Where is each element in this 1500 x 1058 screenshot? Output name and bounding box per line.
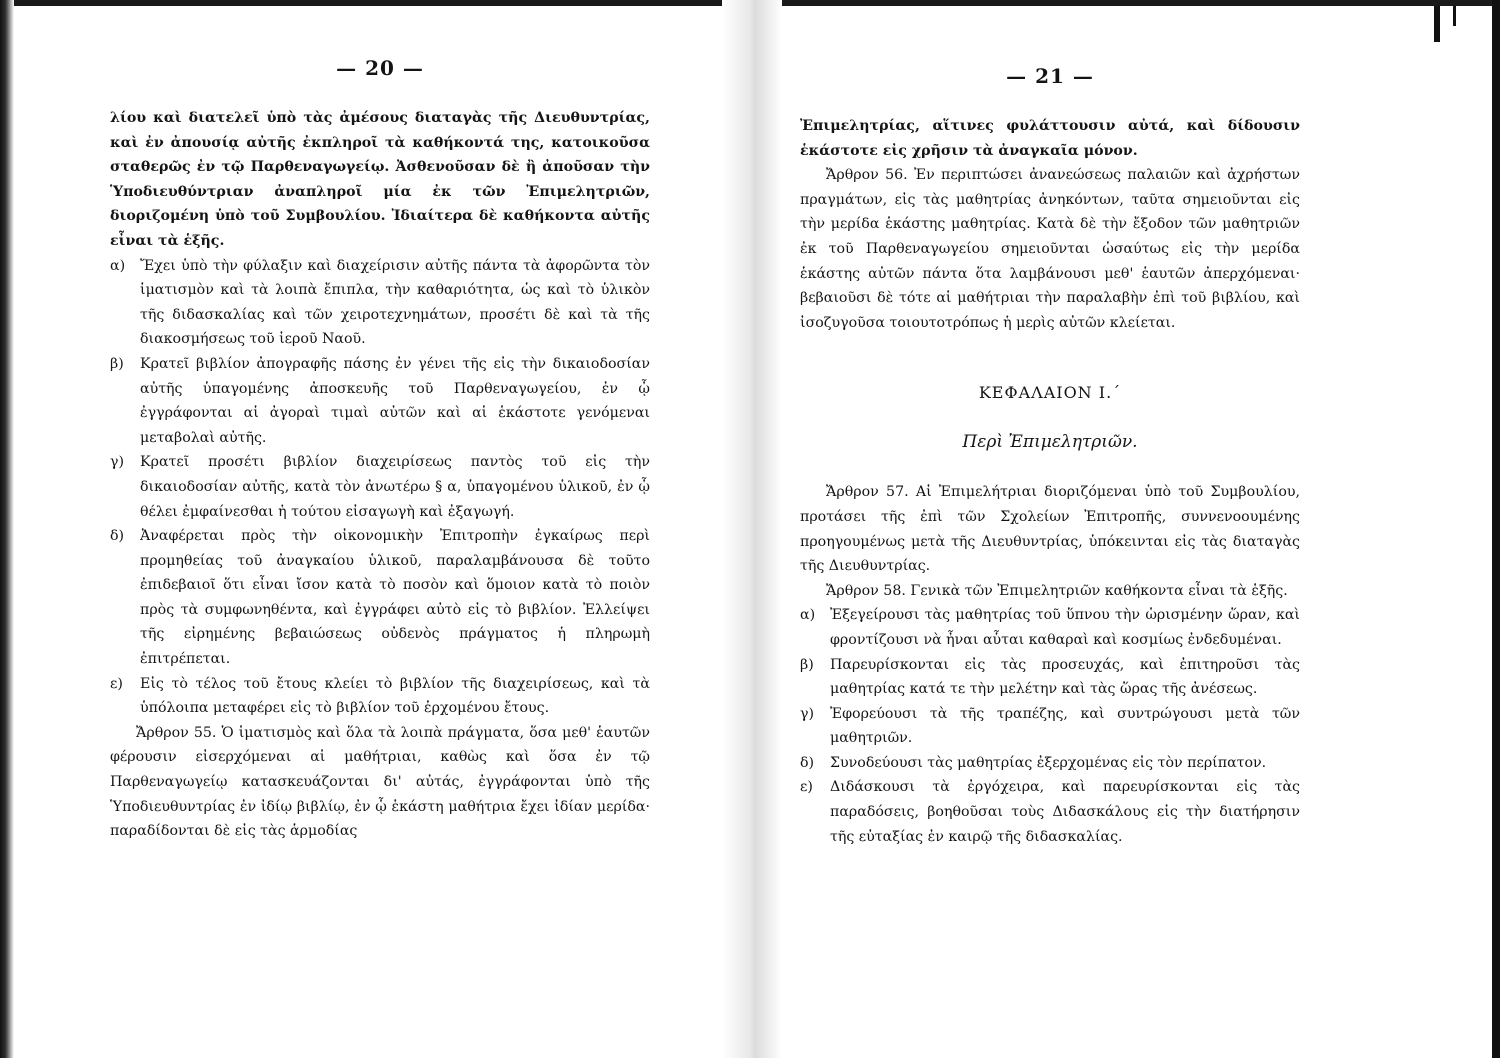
item-text: Κρατεῖ προσέτι βιβλίον διαχειρίσεως παντὸς τοῦ εἰς τὴν δικαιοδοσίαν αὐτῆς, κατὰ τὸν ἀνωτέρω § α, ὑπαγομένου ὑλικοῦ, ἐν ᾧ θέλει ἐμφαίνεσθαι ἡ τούτου εἰσαγωγὴ καὶ ἐξαγωγή. xyxy=(140,454,650,520)
item-label: β) xyxy=(110,355,124,372)
article-57: Ἄρθρον 57. Αἱ Ἐπιμελήτριαι διοριζόμεναι ὑπὸ τοῦ Συμβουλίου, προτάσει τῆς ἐπὶ τῶν Σχολείων Ἐπιτροπῆς, συννενοουμένης προηγουμένως μετὰ τῆς Διευθυντρίας, ὑπόκεινται εἰς τὰς διαταγὰς τῆς Διευθυντρίας. xyxy=(800,484,1300,575)
item-label: ε) xyxy=(800,779,813,796)
list-item xyxy=(110,672,650,721)
left-page-text xyxy=(110,106,650,844)
right-page xyxy=(800,0,1300,849)
item-label: δ) xyxy=(110,528,125,545)
item-label: ε) xyxy=(110,675,123,692)
item-label: γ) xyxy=(110,454,125,471)
right-page-text xyxy=(800,114,1300,335)
item-text: Διδάσκουσι τὰ ἐργόχειρα, καὶ παρευρίσκονται εἰς τὰς παραδόσεις, βοηθοῦσαι τοὺς Διδασκάλους εἰς τὴν διατήρησιν τῆς εὐταξίας ἐν καιρῷ τῆς διδασκαλίας. xyxy=(830,779,1300,845)
item-text: Ἐφορεύουσι τὰ τῆς τραπέζης, καὶ συντρώγουσι μετὰ τῶν μαθητριῶν. xyxy=(830,705,1300,747)
item-text: Ἀναφέρεται πρὸς τὴν οἰκονομικὴν Ἐπιτροπὴν ἐγκαίρως περὶ προμηθείας τοῦ ἀναγκαίου ὑλικοῦ, παραλαμβάνουσα δὲ τοῦτο ἐπιδεβαιοῖ ὅτι εἶναι ἴσον κατὰ τὸ ποσὸν καὶ ὅμοιον κατὰ τὸ ποιὸν πρὸς τὰ συμφωνηθέντα, καὶ ἐγγράφει αὐτὸ εἰς τὸ βιβλίον. Ἐλλείψει τῆς εἰρημένης βεβαιώσεως οὐδενὸς πράγματος ἡ πληρωμὴ ἐπιτρέπεται. xyxy=(140,528,650,668)
item-text: Παρευρίσκονται εἰς τὰς προσευχάς, καὶ ἐπιτηροῦσι τὰς μαθητρίας κατά τε τὴν μελέτην καὶ τὰς ὥρας τῆς ἀνέσεως. xyxy=(830,656,1300,698)
list-item xyxy=(110,352,650,450)
item-label: α) xyxy=(110,257,126,274)
list-item xyxy=(800,751,1300,776)
list-item xyxy=(110,254,650,352)
item-label: α) xyxy=(800,607,816,624)
item-text: Συνοδεύουσι τὰς μαθητρίας ἐξερχομένας εἰς τὸν περίπατον. xyxy=(830,754,1267,771)
page-number-right: — 21 — xyxy=(1006,64,1094,88)
page-number-left: — 20 — xyxy=(336,56,424,80)
left-page xyxy=(110,0,650,844)
paragraph-continuation: Ἐπιμελητρίας, αἵτινες φυλάττουσιν αὐτά, καὶ δίδουσιν ἑκάστοτε εἰς χρῆσιν τὰ ἀναγκαῖα μόνον. xyxy=(800,118,1300,159)
item-text: Ἔχει ὑπὸ τὴν φύλαξιν καὶ διαχείρισιν αὐτῆς πάντα τὰ ἀφορῶντα τὸν ἱματισμὸν καὶ τὰ λοιπὰ ἔπιπλα, τὴν καθαριότητα, ὡς καὶ τὸ ὑλικὸν τῆς διδασκαλίας καὶ τῶν χειροτεχνημάτων, προσέτι δὲ καὶ τὰ τῆς διακοσμήσεως τοῦ ἱεροῦ Ναοῦ. xyxy=(140,257,650,348)
item-label: δ) xyxy=(800,754,815,771)
list-item xyxy=(110,524,650,672)
scan-mark-small xyxy=(1453,6,1456,26)
article-55: Ἄρθρον 55. Ὁ ἱματισμὸς καὶ ὅλα τὰ λοιπὰ πράγματα, ὅσα μεθ' ἑαυτῶν φέρουσιν εἰσερχόμεναι αἱ μαθήτριαι, καθὼς καὶ ὅσα ἐν τῷ Παρθεναγωγείῳ κατασκευάζονται δι' αὐτάς, ἐγγράφονται ὑπὸ τῆς Ὑποδιευθυντρίας ἐν ἰδίῳ βιβλίῳ, ἐν ᾧ ἑκάστη μαθήτρια ἔχει ἰδίαν μερίδα· παραδίδονται δὲ εἰς τὰς ἁρμοδίας xyxy=(110,724,650,840)
item-text: Εἰς τὸ τέλος τοῦ ἔτους κλείει τὸ βιβλίον τῆς διαχειρίσεως, καὶ τὰ ὑπόλοιπα μεταφέρει εἰς τὸ βιβλίον τοῦ ἐρχομένου ἔτους. xyxy=(140,675,650,717)
scan-edge-left xyxy=(0,0,14,1058)
item-text: Κρατεῖ βιβλίον ἀπογραφῆς πάσης ἐν γένει τῆς εἰς τὴν δικαιοδοσίαν αὐτῆς ὑπαγομένης ἀποσκευῆς τοῦ Παρθεναγωγείου, ἐν ᾧ ἐγγράφονται αἱ ἀγοραὶ τιμαὶ αὐτῶν καὶ αἱ ἑκάστοτε γενόμεναι μεταβολαὶ αὐτῆς. xyxy=(140,355,650,446)
article-58: Ἄρθρον 58. Γενικὰ τῶν Ἐπιμελητριῶν καθήκοντα εἶναι τὰ ἑξῆς. xyxy=(826,582,1288,599)
list-item xyxy=(110,450,650,524)
item-text: Ἐξεγείρουσι τὰς μαθητρίας τοῦ ὕπνου τὴν ὡρισμένην ὥραν, καὶ φροντίζουσι νὰ ἦναι αὗται καθαραὶ καὶ κοσμίως ἐνδεδυμέναι. xyxy=(830,607,1300,648)
scan-mark xyxy=(1434,6,1440,42)
right-page-articles xyxy=(800,480,1300,849)
item-label: γ) xyxy=(800,705,815,722)
paragraph-continuation: λίου καὶ διατελεῖ ὑπὸ τὰς ἀμέσους διαταγὰς τῆς Διευθυντρίας, καὶ ἐν ἀπουσίᾳ αὐτῆς ἐκπληροῖ τὰ καθήκοντά της, κατοικοῦσα σταθερῶς ἐν τῷ Παρθεναγωγείῳ. Ἀσθενοῦσαν δὲ ἢ ἀποῦσαν τὴν Ὑποδιευθύντριαν ἀναπληροῖ μία ἐκ τῶν Ἐπιμελητριῶν, διοριζομένη ὑπὸ τοῦ Συμβουλίου. Ἰδιαίτερα δὲ καθήκοντα αὐτῆς εἶναι τὰ ἑξῆς. xyxy=(110,110,650,249)
list-item xyxy=(800,653,1300,702)
chapter-subtitle: Περὶ Ἐπιμελητριῶν. xyxy=(962,432,1138,453)
list-item xyxy=(800,775,1300,849)
scan-edge-right xyxy=(1492,0,1500,1058)
chapter-heading: ΚΕΦΑΛΑΙΟΝ Ι.΄ xyxy=(978,383,1122,403)
list-item xyxy=(800,603,1300,652)
book-gutter xyxy=(722,0,782,1058)
item-label: β) xyxy=(800,656,814,673)
list-item xyxy=(800,702,1300,751)
article-56: Ἄρθρον 56. Ἐν περιπτώσει ἀνανεώσεως παλαιῶν καὶ ἀχρήστων πραγμάτων, εἰς τὰς μαθητρίας ἀνηκόντων, ταῦτα σημειοῦνται εἰς τὴν μερίδα ἑκάστης μαθητρίας. Κατὰ δὲ τὴν ἔξοδον τῶν μαθητριῶν ἐκ τοῦ Παρθεναγωγείου σημειοῦνται ὡσαύτως εἰς τὴν μερίδα ἑκάστης αὐτῶν πάντα ὅτα λαμβάνουσι μεθ' ἑαυτῶν ἀπερχόμεναι· βεβαιοῦσι δὲ τότε αἱ μαθήτριαι τὴν παραλαβὴν ἐπὶ τοῦ βιβλίου, καὶ ἰσοζυγοῦσα τοιουτοτρόπως ἡ μερὶς αὐτῶν κλείεται. xyxy=(800,167,1300,331)
